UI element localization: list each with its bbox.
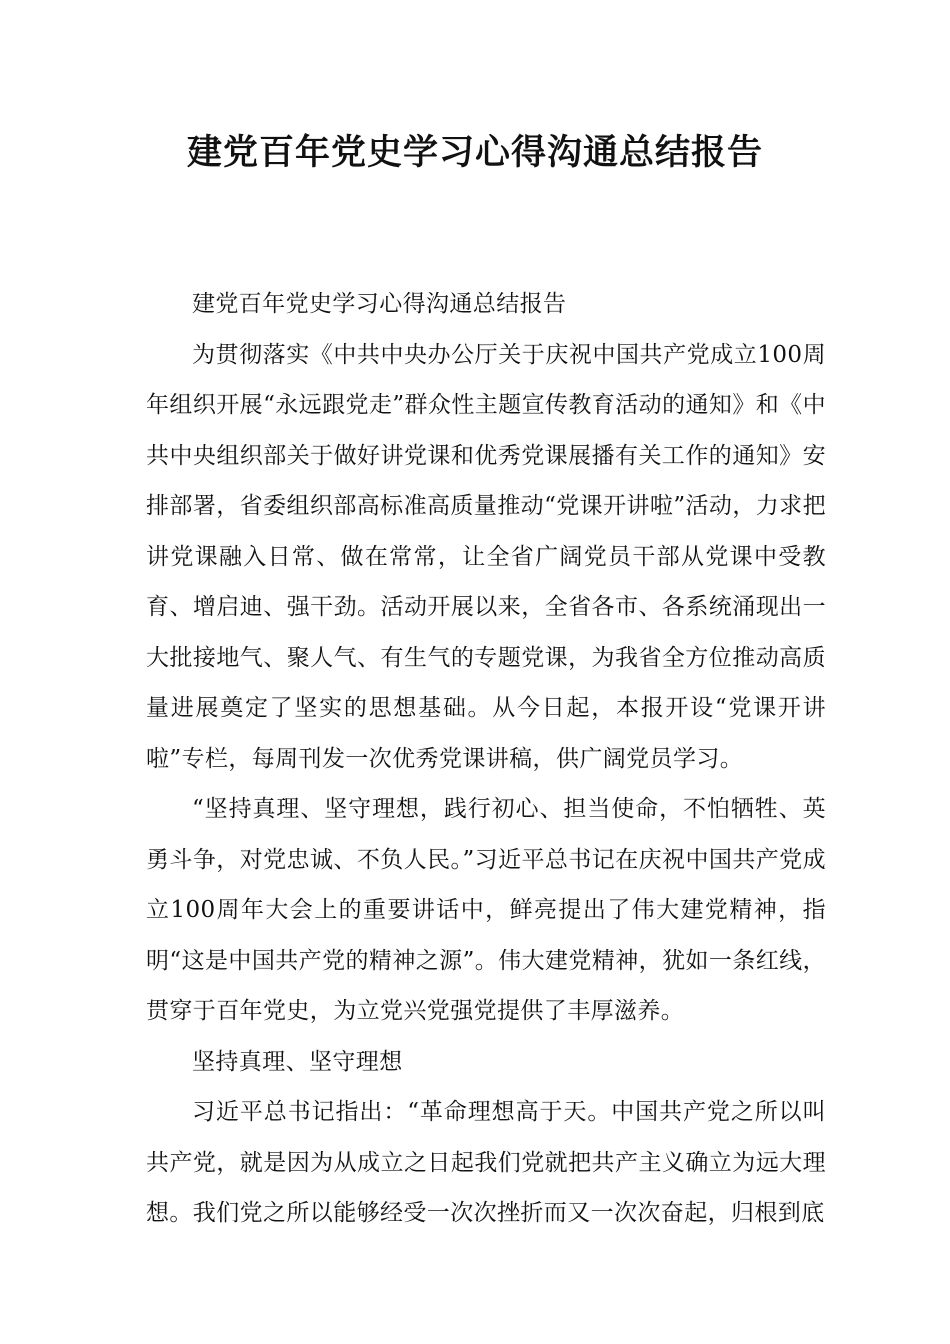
paragraph-intro: 为贯彻落实《中共中央办公厅关于庆祝中国共产党成立100周年组织开展“永远跟党走”群众性主题宣传教育活动的通知》和《中共中央组织部关于做好讲党课和优秀党课展播有关工作的通知》安排部署，省委组织部高标准高质量推动“党课开讲啦”活动，力求把讲党课融入日常、做在常常，让全省广阔党员干部从党课中受教育、增启迪、强干劲。活动开展以来，全省各市、各系统涌现出一大批接地气、聚人气、有生气的专题党课，为我省全方位推动高质量进展奠定了坚实的思想基础。从今日起，本报开设“党课开讲啦”专栏，每周刊发一次优秀党课讲稿，供广阔党员学习。 [146, 341, 826, 772]
document-title: 建党百年党史学习心得沟通总结报告 [186, 133, 763, 173]
paragraph-section-body: 习近平总书记指出：“革命理想高于天。中国共产党之所以叫共产党，就是因为从成立之日起我们党就把共产主义确立为远大理想。我们党之所以能够经受一次次挫折而又一次次奋起，归根到底 [146, 1099, 826, 1226]
paragraph-subtitle: 建党百年党史学习心得沟通总结报告 [192, 291, 567, 317]
document-body [146, 279, 826, 1239]
paragraph-quote: “坚持真理、坚守理想，践行初心、担当使命，不怕牺牲、英勇斗争，对党忠诚、不负人民。”习近平总书记在庆祝中国共产党成立100周年大会上的重要讲话中，鲜亮提出了伟大建党精神，指明“这是中国共产党的精神之源”。伟大建党精神，犹如一条红线，贯穿于百年党史，为立党兴党强党提供了丰厚滋养。 [146, 796, 826, 1024]
section-heading: 坚持真理、坚守理想 [192, 1048, 403, 1075]
